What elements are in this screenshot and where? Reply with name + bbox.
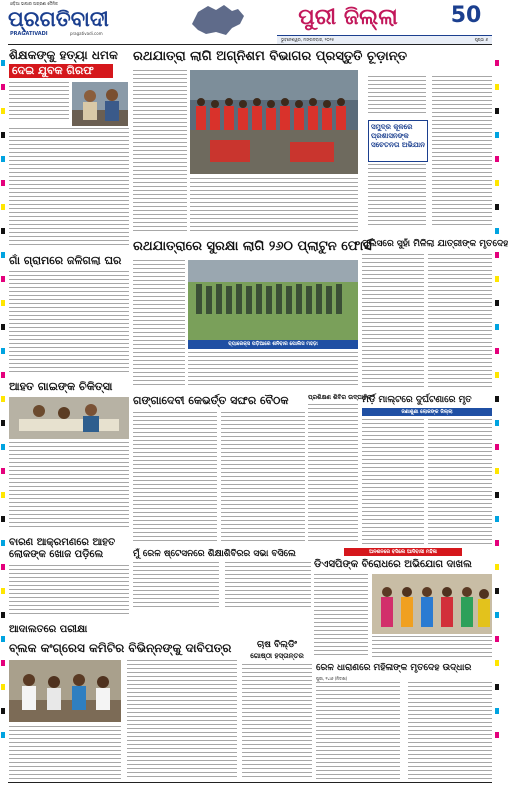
story-body bbox=[9, 565, 129, 617]
story-beach-awareness[interactable] bbox=[368, 76, 492, 226]
story-headline: ଆଦାଲତରେ ପରୀକ୍ଷା bbox=[9, 624, 88, 635]
story-body-cont bbox=[372, 636, 492, 658]
registration-marks-left bbox=[1, 60, 5, 756]
logo-text: ପ୍ରଗତିବାଦୀ bbox=[8, 7, 109, 31]
story-body bbox=[362, 419, 424, 544]
registration-marks-right bbox=[495, 60, 499, 756]
story-headline: ଶିକ୍ଷକଙ୍କୁ ହତ୍ୟା ଧମକ bbox=[9, 48, 118, 62]
story-headline: ଡିଏସପିଙ୍କ ବିରୋଧରେ ଅଭିଯୋଗ ଦାଖଲ bbox=[314, 559, 472, 570]
story-teacher-threat[interactable] bbox=[9, 48, 129, 248]
story-body-col2 bbox=[408, 682, 492, 780]
story-farm-building[interactable] bbox=[242, 640, 312, 780]
story-fire-village[interactable] bbox=[9, 254, 129, 374]
fire-drill-photo bbox=[190, 70, 358, 174]
security-photo[interactable] bbox=[188, 260, 358, 340]
odisha-map-icon bbox=[186, 2, 250, 38]
story-body bbox=[314, 574, 368, 658]
story-congress-demand[interactable] bbox=[9, 640, 237, 780]
story-body bbox=[9, 82, 69, 122]
photo-caption-text: ବ୍ୟାରେକ୍ସ ପଡ଼ିଆରେ ଶନିବାର ପୋଲିସ ମହଡ଼ା bbox=[228, 341, 318, 347]
story-body-cont bbox=[9, 128, 129, 248]
story-training-camp[interactable] bbox=[308, 394, 372, 544]
section-title: ପୁରୀ ଜିଲ୍ଲା bbox=[298, 5, 398, 30]
page-number: ପୃଷ୍ଠା ୬ bbox=[474, 37, 488, 42]
story-body bbox=[362, 254, 424, 388]
footer-rule bbox=[8, 782, 492, 783]
story-body bbox=[242, 664, 312, 780]
story-headline: ଗାଁ ଗ୍ରାମରେ ଜଳିଗଲା ଘର bbox=[9, 254, 122, 267]
story-body-col2 bbox=[428, 419, 492, 544]
story-headline: ଗଙ୍ଗାଦେବୀ କେଭର୍ତ୍ତ ସଙ୍ଘର ବୈଠକ bbox=[133, 394, 289, 407]
story-body bbox=[316, 682, 400, 780]
logo-subtitle: PRAGATIVADI bbox=[10, 31, 48, 37]
story-body-cont bbox=[368, 164, 426, 226]
story-photo[interactable] bbox=[9, 397, 129, 439]
story-body bbox=[9, 726, 121, 780]
logo[interactable] bbox=[8, 6, 126, 37]
story-body-cont bbox=[188, 352, 358, 388]
story-photo[interactable] bbox=[9, 660, 121, 722]
story-photo[interactable] bbox=[72, 82, 128, 126]
story-body-col2 bbox=[127, 660, 237, 780]
story-tag-text: ଅନଶନରେ ବସିଲେ ଆଦିବାସୀ ମହିଳା bbox=[369, 549, 437, 555]
story-body bbox=[368, 76, 426, 116]
story-headline: ବ୍ଲକ କଂଗ୍ରେସ କମିଟିର ବିଭିନ୍ନଙ୍କୁ ଦାବିପତ୍ର bbox=[9, 641, 232, 655]
story-body bbox=[133, 412, 217, 544]
story-headline: ସମୁଦ୍ର କୂଳରେ ପ୍ରଶାସନଙ୍କ ସଚେତନତା ଅଭିଯାନ bbox=[371, 123, 425, 149]
teacher-photo bbox=[72, 82, 128, 126]
story-headline: ରେଳ ଧାରାଣରେ ମହିଳାଙ୍କ ମୃତଦେହ ଉଦ୍ଧାର bbox=[316, 663, 472, 673]
story-attack-search[interactable] bbox=[9, 537, 129, 617]
story-body bbox=[133, 70, 187, 234]
story-body-col2 bbox=[221, 412, 305, 544]
headline-box bbox=[368, 120, 428, 162]
story-body-col2 bbox=[225, 562, 311, 608]
story-railway-body[interactable] bbox=[316, 662, 492, 780]
story-headline: ବାରଣ ଆକ୍ରମଣରେ ଆହତ ଲୋକଙ୍କ ଖୋଜ ପଡ଼ିଲେ bbox=[9, 537, 116, 560]
story-security-force[interactable] bbox=[133, 238, 372, 388]
protest-photo[interactable] bbox=[372, 574, 492, 634]
story-body bbox=[133, 260, 185, 388]
anniversary-badge bbox=[440, 2, 492, 30]
date-line: ଭୁବନେଶ୍ୱର, ମଙ୍ଗଳବାର, ୨୦୨୫ bbox=[281, 37, 335, 42]
story-headline: ପୁଲିସରେ ସୁହାଁ ମିଳିଲା ଯାତ୍ରୀଙ୍କ ମୃତଦେହ bbox=[362, 239, 508, 249]
hospital-photo bbox=[9, 397, 129, 439]
story-body bbox=[9, 271, 129, 374]
story-body bbox=[133, 562, 219, 608]
congress-meeting-photo bbox=[9, 660, 121, 722]
section-label-text: ଜଣାଶୁଣା ଲୋକଙ୍କ ଜିଲ୍ଲା bbox=[401, 409, 453, 415]
story-subheadline: ଦେଇ ଯୁବକ ଗିରଫ bbox=[9, 64, 113, 78]
story-headline: ପ୍ରଶିକ୍ଷଣ ଶିବିର ଉଦ୍‌ଘାଟିତ bbox=[308, 394, 372, 401]
story-accident[interactable] bbox=[362, 394, 492, 544]
anniversary-number: 50 bbox=[450, 3, 482, 28]
story-headline: ଆହତ ଗାଇଙ୍କ ଚିକିତ୍ସା bbox=[9, 380, 113, 393]
story-body-found[interactable] bbox=[362, 238, 508, 388]
story-body-col2 bbox=[432, 76, 492, 226]
story-body-col2 bbox=[428, 254, 492, 388]
story-body bbox=[9, 442, 129, 530]
story-dateline: ପୁରୀ, ୨୪ା୬ (ନିଦାଖ) bbox=[316, 676, 348, 681]
story-railway-meeting[interactable] bbox=[133, 548, 311, 608]
main-headline: ରଥଯାତ୍ରା ଲାଗି ଅଗ୍ନିଶମ ବିଭାଗର ପ୍ରସ୍ତୁତି ଚୂଡ଼ାନ୍ତ bbox=[133, 49, 407, 64]
story-headline: ରଥଯାତ୍ରାରେ ସୁରକ୍ଷା ଲାଗି ୨୬୦ ପ୍ଲାଟୁନ ଫୋର୍ସ bbox=[133, 239, 372, 254]
story-headline: ଚାଷ ବିଲ୍ଡିଂ bbox=[257, 640, 297, 650]
masthead-rule bbox=[8, 44, 492, 45]
women-protest-photo bbox=[372, 574, 492, 634]
logo-website: pragativadi.com bbox=[70, 31, 103, 36]
photo-caption bbox=[188, 340, 358, 349]
masthead-tagline: ଓଡ଼ିଆ ଭାଷାର ଅଗ୍ରଣୀ ଦୈନିକ bbox=[10, 1, 58, 6]
story-body-cont bbox=[190, 178, 358, 234]
section-label bbox=[362, 408, 492, 416]
masthead bbox=[0, 0, 500, 45]
police-parade-photo bbox=[188, 260, 358, 340]
story-injured-treatment[interactable] bbox=[9, 380, 129, 530]
dateline-strip bbox=[277, 35, 492, 44]
story-tag bbox=[344, 548, 462, 556]
story-headline: ମୁଁ ରେଳ ଷ୍ଟେସନରେ ଶିକ୍ଷାଶିବିରର ସଭା ବସିଲେ bbox=[133, 549, 296, 559]
story-body bbox=[308, 404, 358, 544]
story-headline: ମର୍ଡ଼ି ମାଲ୍ଟରେ ଦୁର୍ଘଟଣାରେ ମୃତ bbox=[362, 395, 472, 405]
main-photo[interactable] bbox=[190, 70, 358, 174]
story-sangh-meeting[interactable] bbox=[133, 394, 305, 544]
story-subheadline: ଗୋଷ୍ଠୀ ହସ୍ତାନ୍ତର bbox=[250, 652, 304, 660]
story-dsp-complaint[interactable] bbox=[314, 548, 492, 658]
